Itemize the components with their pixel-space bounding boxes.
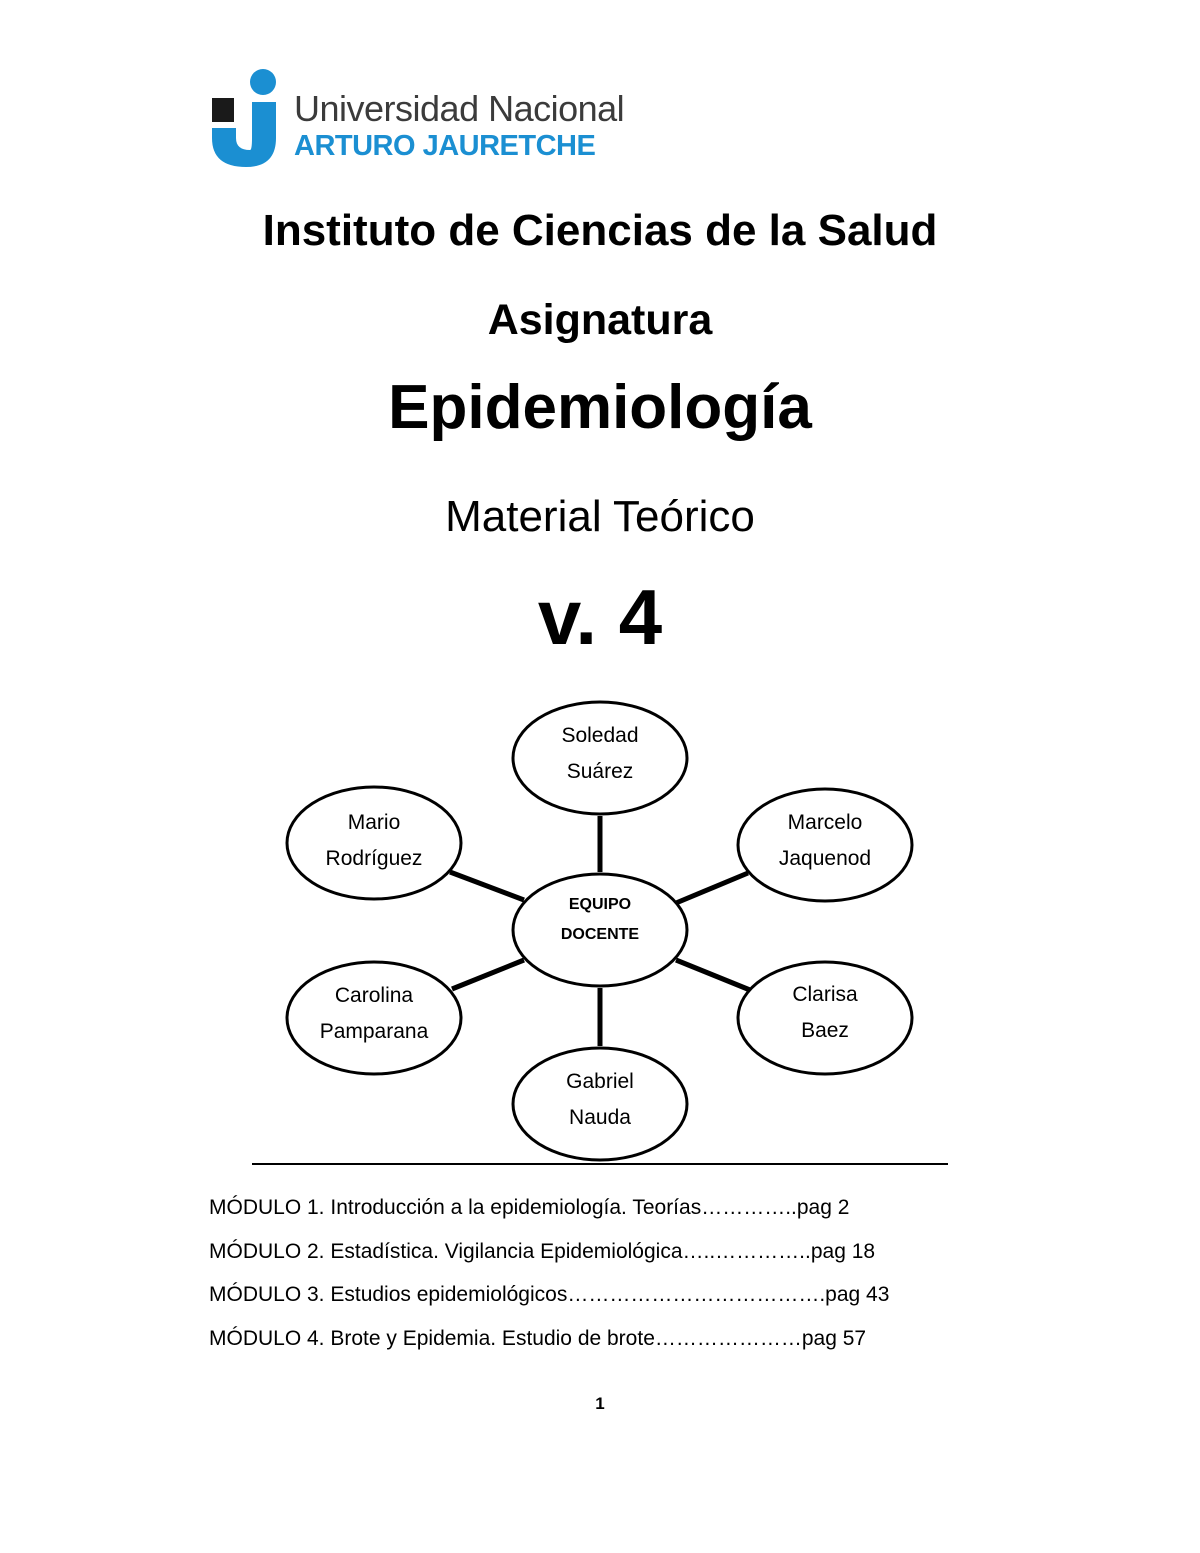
node-clarisa-baez bbox=[738, 962, 912, 1074]
member-name-line2: Pamparana bbox=[319, 1020, 429, 1043]
node-gabriel-nauda bbox=[513, 1048, 687, 1160]
member-name-line1: Gabriel bbox=[566, 1070, 634, 1093]
node-soledad-suarez bbox=[513, 702, 687, 814]
divider bbox=[252, 1163, 948, 1165]
institute-title: Instituto de Ciencias de la Salud bbox=[262, 206, 938, 255]
member-name-line1: Marcelo bbox=[787, 811, 863, 834]
team-diagram bbox=[0, 690, 1200, 1170]
member-name-line1: Mario bbox=[347, 811, 401, 834]
node-center bbox=[513, 874, 687, 986]
connector-clarisa-baez bbox=[676, 960, 750, 990]
version-label: v. 4 bbox=[537, 573, 663, 661]
member-name-line2: Rodríguez bbox=[325, 847, 423, 870]
member-name-line2: Baez bbox=[801, 1019, 849, 1042]
toc-item-modulo-4: MÓDULO 4. Brote y Epidemia. Estudio de brote…………………pag 57 bbox=[209, 1326, 867, 1350]
university-name-line2: ARTURO JAURETCHE bbox=[294, 130, 596, 162]
page-number: 1 bbox=[595, 1394, 605, 1413]
center-label-line1: EQUIPO bbox=[568, 896, 632, 913]
member-name-line1: Soledad bbox=[561, 724, 639, 747]
toc-item-modulo-3: MÓDULO 3. Estudios epidemiológicos……………………………….pag 43 bbox=[209, 1283, 890, 1306]
member-name-line2: Jaquenod bbox=[778, 847, 872, 870]
connector-carolina-pamparana bbox=[452, 960, 524, 989]
member-name-line2: Nauda bbox=[569, 1106, 631, 1129]
connector-mario-rodriguez bbox=[450, 872, 524, 900]
university-name-line1: Universidad Nacional bbox=[294, 88, 625, 129]
subject-title: Epidemiología bbox=[388, 373, 812, 442]
center-label-line2: DOCENTE bbox=[560, 926, 640, 943]
university-logo-icon bbox=[212, 68, 292, 168]
material-subtitle: Material Teórico bbox=[445, 492, 755, 541]
table-of-contents bbox=[209, 1194, 889, 1368]
member-name-line1: Clarisa bbox=[792, 983, 858, 1006]
node-marcelo-jaquenod bbox=[738, 789, 912, 901]
toc-item-modulo-1: MÓDULO 1. Introducción a la epidemiología. Teorías…………..pag 2 bbox=[209, 1196, 850, 1219]
toc-item-modulo-2: MÓDULO 2. Estadística. Vigilancia Epidemiológica…..…………..pag 18 bbox=[209, 1239, 876, 1263]
node-carolina-pamparana bbox=[287, 962, 461, 1074]
connector-marcelo-jaquenod bbox=[676, 873, 748, 903]
node-mario-rodriguez bbox=[287, 787, 461, 899]
university-logo bbox=[212, 68, 625, 168]
member-name-line2: Suárez bbox=[566, 760, 634, 783]
subject-label: Asignatura bbox=[487, 296, 713, 344]
member-name-line1: Carolina bbox=[334, 984, 414, 1007]
